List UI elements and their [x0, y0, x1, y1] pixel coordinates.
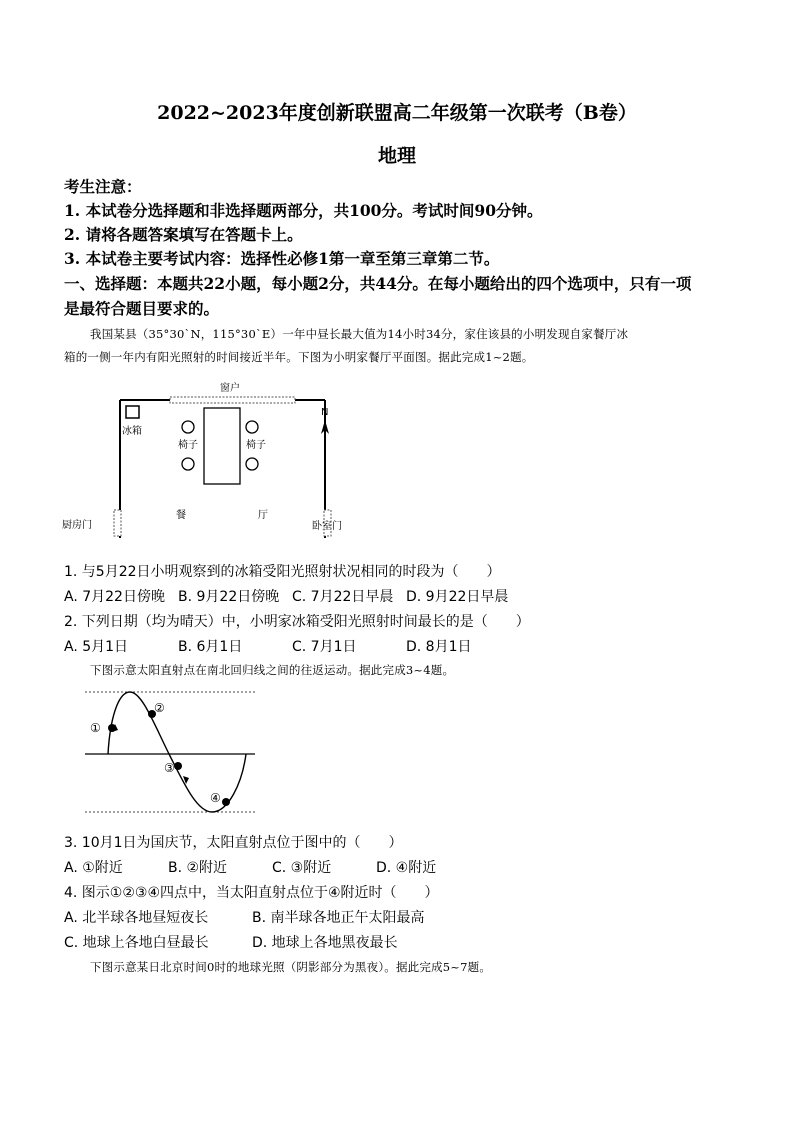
point-4 — [222, 798, 230, 806]
q4-option-b[interactable]: B. 南半球各地正午太阳最高 — [252, 910, 425, 926]
q2-option-c[interactable]: C. 7月1日 — [292, 639, 357, 655]
q3-option-a[interactable]: A. ①附近 — [64, 860, 123, 876]
fridge — [126, 406, 139, 418]
question-3-options — [64, 857, 436, 877]
intro-1-line2: 箱的一侧一年内有阳光照射的时间接近半年。下图为小明家餐厅平面图。据此完成1~2题。 — [64, 350, 534, 364]
q2-option-d[interactable]: D. 8月1日 — [406, 639, 472, 655]
room-label-1: 餐 — [176, 510, 186, 521]
point-4-label: ④ — [210, 791, 221, 805]
question-2-stem: 2. 下列日期（均为晴天）中，小明家冰箱受阳光照射时间最长的是（ ） — [64, 614, 530, 630]
question-4-options-row2 — [64, 932, 398, 952]
point-3 — [174, 762, 182, 770]
question-1-options — [64, 586, 508, 606]
point-1-label: ① — [90, 721, 101, 735]
chair — [246, 458, 258, 470]
north-label: N — [321, 407, 329, 418]
q1-option-a[interactable]: A. 7月22日傍晚 — [64, 589, 165, 605]
q1-option-b[interactable]: B. 9月22日傍晚 — [178, 589, 280, 605]
point-1 — [108, 724, 116, 732]
subject-title: 地理 — [377, 145, 416, 167]
q2-option-a[interactable]: A. 5月1日 — [64, 639, 129, 655]
section-heading-line1: 一、选择题：本题共22小题，每小题2分，共44分。在每小题给出的四个选项中，只有一项 — [64, 274, 692, 293]
q3-option-b[interactable]: B. ②附近 — [168, 860, 228, 876]
window — [170, 397, 295, 403]
section-heading-line2: 是最符合题目要求的。 — [64, 299, 220, 318]
point-2-label: ② — [154, 701, 165, 715]
exam-title: 2022~2023年度创新联盟高二年级第一次联考（B卷） — [157, 102, 637, 124]
chair-left-label: 椅子 — [178, 440, 198, 451]
q2-option-b[interactable]: B. 6月1日 — [178, 639, 243, 655]
q4-option-a[interactable]: A. 北半球各地昼短夜长 — [64, 910, 209, 926]
q4-option-c[interactable]: C. 地球上各地白昼最长 — [64, 935, 209, 951]
q4-option-d[interactable]: D. 地球上各地黑夜最长 — [252, 935, 398, 951]
chair-right-label: 椅子 — [246, 440, 266, 451]
chair — [182, 458, 194, 470]
notice-item-3: 3. 本试卷主要考试内容：选择性必修1第一章至第三章第二节。 — [64, 249, 500, 268]
point-3-label: ③ — [164, 761, 175, 775]
intro-2: 下图示意太阳直射点在南北回归线之间的往返运动。据此完成3~4题。 — [90, 663, 455, 677]
chair — [182, 421, 194, 433]
q1-option-c[interactable]: C. 7月22日早晨 — [292, 589, 394, 605]
question-3-stem: 3. 10月1日为国庆节，太阳直射点位于图中的（ ） — [64, 835, 403, 851]
dining-room-floorplan — [62, 378, 360, 548]
kitchen-door — [114, 510, 121, 536]
bedroom-door-label: 卧室门 — [312, 521, 342, 532]
window-label: 窗户 — [220, 383, 240, 394]
notice-item-2: 2. 请将各题答案填写在答题卡上。 — [64, 225, 303, 244]
question-2-options — [64, 636, 472, 656]
question-4-options-row1 — [64, 907, 425, 927]
chair — [246, 421, 258, 433]
notice-heading: 考生注意： — [64, 177, 142, 196]
room-label-2: 厅 — [258, 510, 268, 521]
question-4-stem: 4. 图示①②③④四点中，当太阳直射点位于④附近时（ ） — [64, 885, 439, 901]
q1-option-d[interactable]: D. 9月22日早晨 — [406, 589, 509, 605]
dining-table — [204, 408, 240, 484]
sun-path-curve — [108, 692, 246, 812]
intro-1-line1: 我国某县（35°30`N，115°30`E）一年中昼长最大值为14小时34分，家住该县的小明发现自家餐厅冰 — [90, 327, 629, 341]
sun-direct-point-diagram — [80, 684, 260, 820]
intro-3: 下图示意某日北京时间0时的地球光照（阴影部分为黑夜）。据此完成5~7题。 — [90, 960, 492, 974]
q3-option-c[interactable]: C. ③附近 — [272, 860, 332, 876]
notice-item-1: 1. 本试卷分选择题和非选择题两部分，共100分。考试时间90分钟。 — [64, 201, 543, 220]
fridge-label: 冰箱 — [122, 426, 142, 437]
kitchen-door-label: 厨房门 — [62, 520, 92, 531]
q3-option-d[interactable]: D. ④附近 — [376, 860, 437, 876]
question-1-stem: 1. 与5月22日小明观察到的冰箱受阳光照射状况相同的时段为（ ） — [64, 564, 501, 580]
